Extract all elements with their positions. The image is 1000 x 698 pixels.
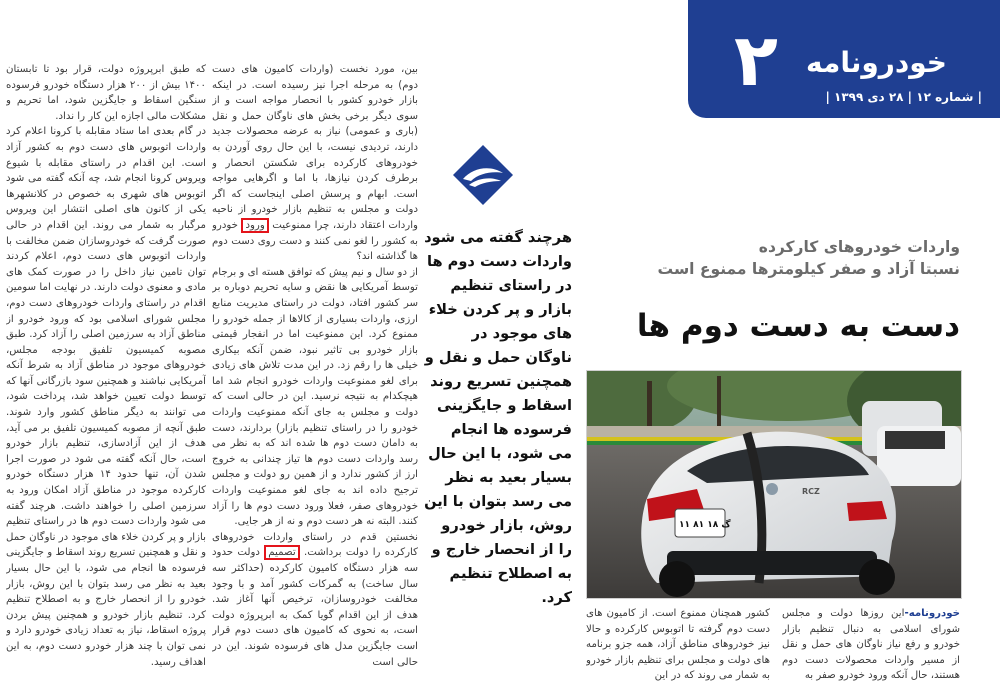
car-photo-illustration [587,371,961,598]
column-middle-paragraph-1 [212,62,418,265]
article-body-right-text: این روزها دولت و مجلس شورای اسلامی به دنبال تنظیم بازار خودرو و رفع نیاز ناوگان های حمل و نقل از مسیر واردات محصولات دست دوم هستند، حال آنکه ورود خودرو صفر به [782,608,960,682]
car-badge: RCZ [802,487,820,496]
column-left-paragraph-1: که طبق ابرپروژه دولت، قرار بود تا تابستان ۱۴۰۰ بیش از ۲۰۰ هزار دستگاه خودرو فرسوده سنگین اسقاط و جایگزین شود، اما تحریم و مشکلات مالی اجازه این کار را نداد. [6,64,206,122]
article-body-right [782,606,960,698]
pull-quote: هرچند گفته می شود واردات دست دوم ها در راستای تنظیم بازار و پر کردن خلاء های موجود در ناوگان حمل و نقل و همچنین تسریع روند اسقاط و جایگزینی فرسوده ها انجام می شود، با این حال بسیار بعید به نظر می رسد بتوان با این روش، بازار خودرو را از انحصار خارج و به اصطلاح تنظیم کرد. [424,229,572,606]
article-title: دست به دست دوم ها [636,308,960,344]
highlight-mark-2: تصمیم [264,545,299,560]
highlight-mark-1: ورود [241,218,268,233]
brand-emblem-icon [451,143,515,207]
article-body-center: کشور همچنان ممنوع است. از کامیون های دست دوم گرفته تا اتوبوس کارکرده و حالا نیز خودروهای مناطق آزاد، همه جزو برنامه های دولت و مجلس برای تنظیم بازار خودرو به شمار می روند که در این [586,608,770,682]
article-lead: خودرونامه- [904,608,960,619]
article-photo [586,370,962,599]
issue-number: ۲ [734,18,778,102]
article-column-middle [212,62,418,698]
column-middle-text-3a: نخستین قدم در راستای واردات خودروهای کارکرده را دولت برداشت. [212,531,418,559]
article-subtitle [586,236,960,280]
brand-logotype: خودرونامه [806,46,947,79]
column-middle-text-1: بین، مورد نخست (واردات کامیون های دست دوم) به مرحله اجرا نیز رسیده است. در اینکه بازار خودرو کشور با انحصار مواجه است و از سوی دیگر برخی بخش های ناوگان حمل و نقل (باری و عمومی) نیاز به عرضه محصولات جدید دارند، تردیدی نیست، با این حال روی آوردن به خودروهای کارکرده برای شکستن انحصار و برطرف کردن نیازها، با اما و اگرهایی مواجه است. ابهام و پرسش اصلی اینجاست که اگر دولت و مجلس به تنظیم بازار خودرو از ناحیه واردات اعتقاد دارند، چرا ممنوعیت [212,64,418,231]
article-subtitle-line-1: واردات خودروهای کارکرده [758,238,960,256]
issue-info: | شماره ۱۲ | ۲۸ دی ۱۳۹۹ | [825,90,982,104]
article-subtitle-line-2: نسبتا آزاد و صفر کیلومترها ممنوع است [657,260,960,278]
column-middle-text-1b: خودرو به کشور را لغو نمی کنند و دست روی دست دوم ها گذاشته اند؟ [212,219,418,263]
column-left-paragraph-2: در گام بعدی اما ستاد مقابله با کرونا اعلام کرد واردات اتوبوس های دست دوم به کشور آزاد است. این اقدام در راستای مقابله با شیوع ویروس کرونا انجام شد، چه آنکه گفته می شود اتوبوس های شهری به خصوص در کلانشهرها یکی از کانون های اصلی انتشار این ویروس مرگبار به شمار می روند. این اقدام در حالی صورت گرفت که خودروسازان ضمن مخالفت با واردات اتوبوس های دست دوم، اعلام کردند توان تامین نیاز داخل را در صورت کمک های مادی و معنوی دولت دارند. در نهایت اما سومین اقدام در راستای واردات خودروهای دست دوم، مجلس شورای اسلامی بود که ورود خودرو از مناطق آزاد به سرزمین اصلی را آزاد کرد. طبق مصوبه کمیسیون تلفیق بودجه مجلس، خودروهای موجود در مناطق آزاد به شرط آنکه آمریکایی نباشند و همچنین سود بازرگانی آنها که توسط دولت تعیین خواهد شد، پرداخت شود، می توانند به دیگر مناطق کشور وارد شوند. طبق آنچه از مصوبه کمیسیون تلفیق بر می آید، هدف از این آزادسازی، تنظیم بازار خودرو است، حال آنکه گفته می شود در صورت اجرا شدن آن، تنها حدود ۱۴ هزار دستگاه خودرو کارکرده موجود در مناطق آزاد امکان ورود به سرزمین اصلی را خواهند داشت. هرچند گفته می شود واردات دست دوم ها در راستای تنظیم بازار و پر کردن خلاء های موجود در ناوگان حمل و نقل و همچنین تسریع روند اسقاط و جایگزینی فرسوده ها انجام می شود، با این حال بسیار بعید به نظر می رسد بتوان با این روش، بازار خودرو را از انحصار خارج و به اصطلاح تنظیم کرد. تنظیم بازار خودرو و همچنین پیش بردن پروژه اسقاط، نیاز به تعداد زیادی خودرو دارد و نمی توان با چند هزار خودرو دست دوم، به این اهداف رسید. [6,126,206,668]
article-column-left [6,62,206,698]
column-middle-paragraph-2: از دو سال و نیم پیش که توافق هسته ای و برجام توسط آمریکایی ها نقض و سایه تحریم دوباره بر سر کشور افتاد، دولت در راستای مدیریت منابع ارزی، واردات بسیاری از کالاها از جمله خودرو را ممنوع کرد. این ممنوعیت اما در انفجار قیمتی بازار خودرو بی تاثیر نبود، ضمن آنکه بیکاری خیلی ها را رقم زد. در این مدت تلاش های زیادی برای لغو ممنوعیت واردات خودرو انجام شد اما هیچکدام به نتیجه نرسید. این در حالی است که دولت و مجلس به جای آنکه ممنوعیت واردات خودرو را در راستای تنظیم بازار) بردارند، دست به دامان دست دوم ها شده اند که به نظر می رسد واردات دست دوم ها تیاز چندانی به خروج ارز از کشور ندارد و از همین رو دولت و مجلس ترجیح داده اند به جای لغو ممنوعیت واردات خودروهای صفر، فعلا ورود دست دوم ها را آزاد کنند. البته نه هر دست دوم و نه از هر جایی. [212,266,418,528]
license-plate: ۱۱ ۸۱ گ ۱۸ [679,520,731,530]
column-middle-text-3b: دولت حدود سه هزار دستگاه کامیون کارکرده (حداکثر سه سال ساخت) به گمرکات کشور آمد و با وجود مخالفت خودروسازان، ترخیص آنها آغاز شد. هدف از این اقدام گویا کمک به ابرپروژه دولت است، به نحوی که کامیون های دست دوم قرار است جایگزین مدل های فرسوده شوند. این در حالی است [212,547,418,668]
column-middle-paragraph-3 [212,530,418,670]
